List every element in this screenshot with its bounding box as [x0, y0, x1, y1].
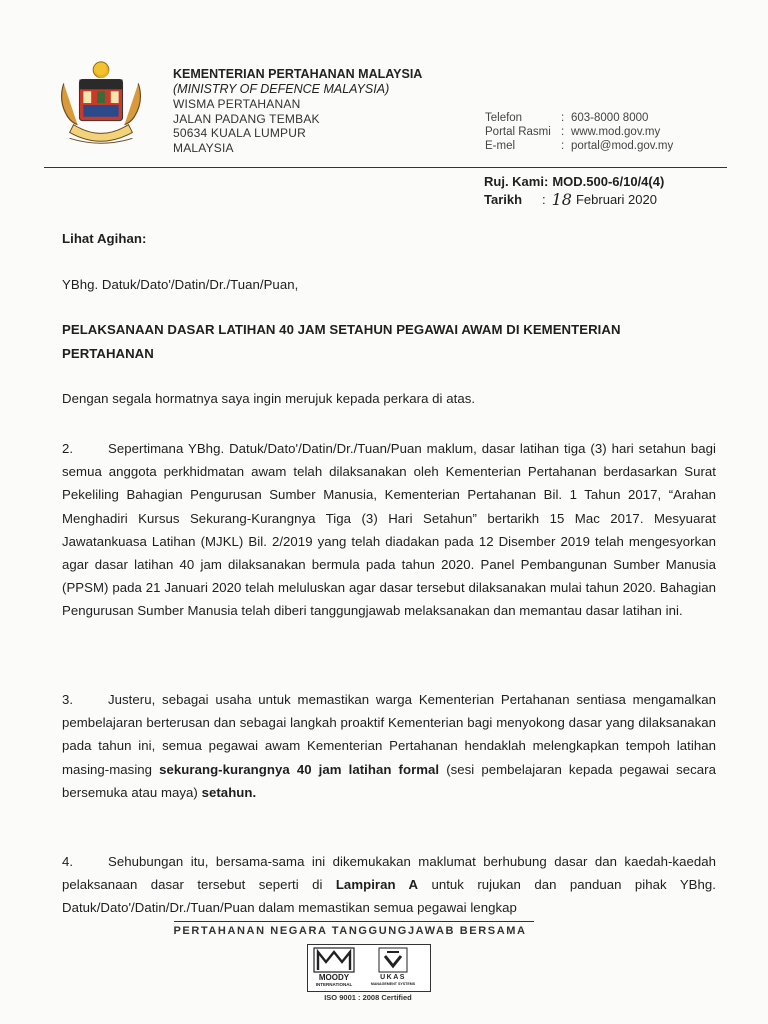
- address-line: 50634 KUALA LUMPUR: [173, 126, 306, 140]
- paragraph-number: 2.: [62, 441, 74, 456]
- reference-block: Ruj. Kami : MOD.500-6/10/4(4) Tarikh : 18 Februari 2020: [484, 174, 665, 209]
- paragraph-2: [62, 437, 716, 623]
- contact-label: Portal Rasmi: [485, 126, 551, 138]
- ukas-logo-icon: [363, 946, 423, 988]
- ministry-name: KEMENTERIAN PERTAHANAN MALAYSIA: [173, 67, 423, 81]
- paragraph-emphasis: Lampiran A: [335, 877, 419, 893]
- contact-block: [485, 111, 673, 153]
- salutation: YBhg. Datuk/Dato'/Datin/Dr./Tuan/Puan,: [62, 277, 299, 292]
- paragraph-number: 3.: [62, 692, 74, 707]
- opening-sentence: Dengan segala hormatnya saya ingin merujuk kepada perkara di atas.: [62, 391, 476, 406]
- coat-of-arms-icon: [52, 56, 150, 154]
- ref-value: MOD.500-6/10/4(4): [552, 174, 665, 189]
- contact-label: Telefon: [485, 112, 523, 124]
- letter-subject: PELAKSANAAN DASAR LATIHAN 40 JAM SETAHUN PEGAWAI AWAM DI KEMENTERIAN PERTAHANAN: [62, 322, 621, 361]
- paragraph-text: Sepertimana YBhg. Datuk/Dato'/Datin/Dr./Tuan/Puan maklum, dasar latihan tiga (3) hari setahun bagi semua anggota perkhidmatan awam telah dilaksanakan oleh Kementerian Pertahanan berdasarkan Surat Pekeliling Bahagian Pengurusan Sumber Manusia, Kementerian Pertahanan Bil. 1 Tahun 2017, “Arahan Menghadiri Kursus Sekurang-Kurangnya Tiga (3) Hari Setahun” bertarikh 15 Mac 2017. Mesyuarat Jawatankuasa Latihan (MJKL) Bil. 2/2019 yang telah diadakan pada 12 Disember 2019 telah mengesyorkan agar dasar latihan 40 jam dilaksanakan bermula pada tahun 2020. Panel Pembangunan Sumber Manusia (PPSM) pada 21 Januari 2020 telah meluluskan agar dasar tersebut dilaksanakan mulai tahun 2020. Bahagian Pengurusan Sumber Manusia telah diberi tanggungjawab melaksanakan dan memantau dasar latihan ini.: [62, 441, 716, 619]
- address-line: MALAYSIA: [173, 140, 234, 155]
- moody-subtitle: INTERNATIONAL: [315, 982, 353, 987]
- moody-logo-icon: [312, 946, 356, 988]
- contact-value: www.mod.gov.my: [571, 126, 661, 138]
- paragraph-emphasis: setahun.: [201, 784, 257, 800]
- contact-row-portal: Portal Rasmi : www.mod.gov.my: [485, 126, 661, 138]
- contact-row-phone: Telefon : 603-8000 8000: [485, 112, 649, 124]
- paragraph-text: Justeru, sebagai usaha untuk memastikan warga Kementerian Pertahanan sentiasa mengamalkan pembelajaran berterusan dan sebagai langkah proaktif Kementerian bagi menyokong dasar yang dilaksanakan pada tahun ini, semua pegawai awam Kementerian Pertahanan hendaklah melengkapkan tempoh latihan masing-masing: [62, 692, 716, 777]
- ukas-subtitle: MANAGEMENT SYSTEMS: [370, 982, 416, 986]
- ukas-name: UKAS: [380, 974, 406, 981]
- paragraph-3: [62, 688, 716, 804]
- iso-certification: ISO 9001 : 2008 Certified: [324, 993, 412, 1002]
- contact-value: portal@mod.gov.my: [571, 140, 674, 152]
- address-line: WISMA PERTAHANAN: [173, 97, 301, 111]
- letterhead-divider: [44, 167, 727, 168]
- footer-motto: PERTAHANAN NEGARA TANGGUNGJAWAB BERSAMA: [173, 925, 527, 937]
- date-month-year: Februari 2020: [575, 192, 657, 207]
- paragraph-text: (sesi pembelajaran kepada pegawai secara bersemuka atau maya): [62, 761, 716, 800]
- moody-name: MOODY: [318, 973, 350, 982]
- paragraph-4: [62, 850, 716, 920]
- distribution-note: Lihat Agihan:: [62, 231, 147, 246]
- contact-row-email: E-mel : portal@mod.gov.my: [485, 140, 674, 152]
- ref-label: Ruj. Kami: [484, 174, 544, 189]
- paragraph-number: 4.: [62, 854, 74, 869]
- date-label: Tarikh: [484, 192, 523, 207]
- date-day-handwritten: 18: [551, 190, 572, 209]
- paragraph-emphasis: sekurang-kurangnya 40 jam latihan formal: [159, 761, 440, 777]
- address-line: JALAN PADANG TEMBAK: [173, 111, 320, 126]
- footer-divider: [174, 921, 534, 922]
- contact-value: 603-8000 8000: [571, 112, 649, 124]
- contact-label: E-mel: [485, 140, 516, 152]
- ministry-name-english: (MINISTRY OF DEFENCE MALAYSIA): [173, 82, 390, 96]
- ministry-address-block: [173, 67, 422, 155]
- paragraph-text: untuk rujukan dan panduan pihak YBhg. Datuk/Dato'/Datin/Dr./Tuan/Puan dalam memastikan semua pegawai lengkap: [62, 877, 716, 916]
- paragraph-text: Sehubungan itu, bersama-sama ini dikemukakan maklumat berhubung dasar dan kaedah-kaedah pelaksanaan dasar tersebut seperti di: [62, 854, 716, 893]
